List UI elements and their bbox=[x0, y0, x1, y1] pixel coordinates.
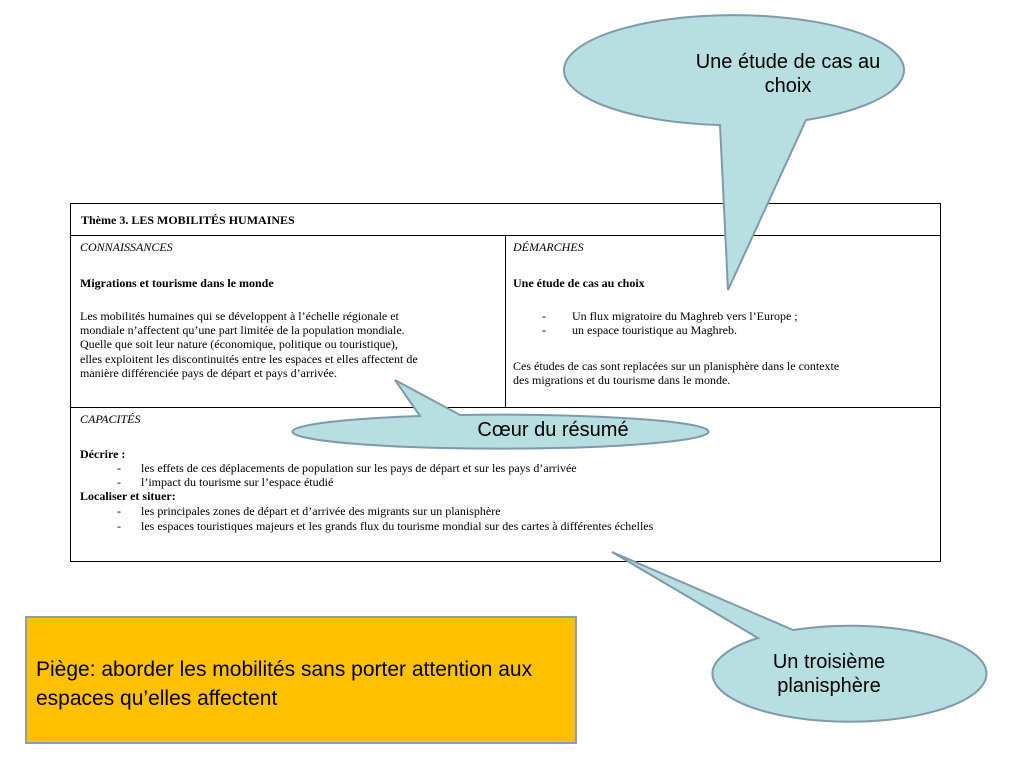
describe-item: l’impact du tourisme sur l’espace étudié bbox=[141, 475, 334, 489]
locate-item: les principales zones de départ et d’arrivée des migrants sur un planisphère bbox=[141, 504, 501, 518]
capacities-header: CAPACITÉS bbox=[80, 412, 141, 426]
warning-note-text: Piège: aborder les mobilités sans porter attention aux espaces qu’elles affectent bbox=[36, 658, 533, 710]
middle-callout-text: Cœur du résumé bbox=[477, 419, 629, 441]
knowledge-line: manière différenciée pays de départ et pays d’arrivée. bbox=[80, 366, 337, 380]
knowledge-header: CONNAISSANCES bbox=[80, 240, 173, 254]
bullet-dash: - bbox=[117, 504, 121, 518]
approach-header: DÉMARCHES bbox=[513, 240, 584, 254]
locate-item: les espaces touristiques majeurs et les grands flux du tourisme mondial sur des cartes à différentes échelles bbox=[141, 519, 654, 533]
knowledge-line: elles exploitent les discontinuités entre les espaces et elles affectent de bbox=[80, 352, 418, 366]
top-callout-line: Une étude de cas au bbox=[695, 51, 881, 73]
knowledge-line: mondiale n’affectent qu’une part limitée de la population mondiale. bbox=[80, 323, 405, 337]
describe-label: Décrire : bbox=[80, 447, 126, 461]
approach-line: des migrations et du tourisme dans le monde. bbox=[513, 373, 731, 387]
table-title: Thème 3. LES MOBILITÉS HUMAINES bbox=[81, 213, 295, 227]
bottom-callout-text bbox=[692, 650, 966, 698]
bottom-callout-line: Un troisième bbox=[772, 651, 886, 673]
knowledge-subtitle: Migrations et tourisme dans le monde bbox=[80, 276, 274, 290]
approach-bullet: un espace touristique au Maghreb. bbox=[572, 323, 737, 337]
bullet-dash: - bbox=[117, 475, 121, 489]
knowledge-line: Quelle que soit leur nature (économique, politique ou touristique), bbox=[80, 337, 398, 351]
top-callout-line: choix bbox=[764, 75, 812, 97]
locate-label: Localiser et situer: bbox=[80, 489, 176, 503]
warning-note-box bbox=[25, 616, 577, 744]
bullet-dash: - bbox=[542, 323, 546, 337]
describe-item: les effets de ces déplacements de population sur les pays de départ et sur les pays d’arrivée bbox=[141, 461, 577, 475]
bottom-callout-line: planisphère bbox=[777, 675, 881, 697]
bullet-dash: - bbox=[117, 519, 121, 533]
approach-line: Ces études de cas sont replacées sur un planisphère dans le contexte bbox=[513, 359, 840, 373]
bullet-dash: - bbox=[117, 461, 121, 475]
bullet-dash: - bbox=[542, 309, 546, 323]
approach-bullet: Un flux migratoire du Maghreb vers l’Europe ; bbox=[572, 309, 798, 323]
approach-subtitle: Une étude de cas au choix bbox=[513, 276, 645, 290]
top-callout-text bbox=[618, 50, 958, 98]
knowledge-line: Les mobilités humaines qui se développent à l’échelle régionale et bbox=[80, 309, 399, 323]
